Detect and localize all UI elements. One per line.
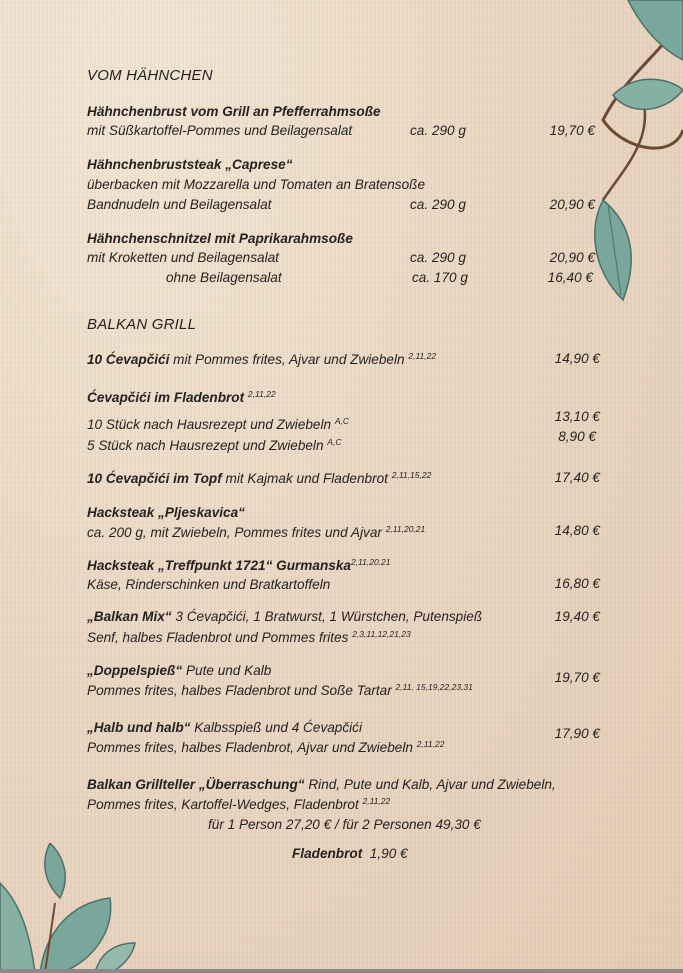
item-prices: für 1 Person 27,20 € / für 2 Personen 49,30 €	[208, 817, 481, 832]
item-price: 19,40 €	[554, 609, 600, 624]
item-name: Hacksteak „Treffpunkt 1721“ Gurmanska	[87, 558, 351, 573]
item-weight: ca. 290 g	[410, 123, 466, 138]
item-description: mit Süßkartoffel-Pommes und Beilagensalat	[87, 123, 353, 138]
item-name: Balkan Grillteller „Überraschung“	[87, 777, 305, 792]
item-name: „Halb und halb“	[87, 720, 191, 735]
item-description: ca. 200 g, mit Zwiebeln, Pommes frites und Ajvar	[87, 525, 386, 540]
item-weight: ca. 170 g	[412, 270, 468, 285]
item-description: 3 Ćevapčići, 1 Bratwurst, 1 Würstchen, Putenspieß	[171, 609, 483, 624]
leaf-bush-icon	[0, 843, 140, 973]
item-weight: ca. 290 g	[410, 250, 466, 265]
item-name: 10 Ćevapčići im Topf	[87, 471, 222, 486]
allergen-codes: A,C	[327, 437, 342, 447]
item-description: mit Pommes frites, Ajvar und Zwiebeln	[169, 352, 409, 367]
leaf-branch-icon	[583, 0, 683, 310]
item-description: Senf, halbes Fladenbrot und Pommes frites	[87, 630, 353, 645]
item-option: 5 Stück nach Hausrezept und Zwiebeln	[87, 438, 328, 453]
section-title-chicken: VOM HÄHNCHEN	[87, 67, 213, 84]
item-price: 16,40 €	[547, 270, 593, 285]
item-price: 16,80 €	[554, 576, 600, 591]
allergen-codes: 2,11,15,22	[391, 470, 432, 480]
item-description: Pommes frites, halbes Fladenbrot, Ajvar und Zwiebeln	[87, 740, 417, 755]
item-description: Bandnudeln und Beilagensalat	[87, 197, 272, 212]
allergen-codes: 2,11,22	[247, 389, 276, 399]
item-price: 14,90 €	[554, 351, 600, 366]
allergen-codes: 2,11,20,21	[385, 524, 426, 534]
item-name: Hähnchenschnitzel mit Paprikarahmsoße	[87, 231, 353, 246]
item-description: Kalbsspieß und 4 Ćevapčići	[190, 720, 362, 735]
item-price: 20,90 €	[549, 250, 595, 265]
allergen-codes: 2,11, 15,19,22,23,31	[395, 682, 473, 692]
item-price: 17,90 €	[554, 726, 600, 741]
allergen-codes: 2,3,11,12,21,23	[352, 629, 411, 639]
menu-item-cevapcici	[87, 351, 436, 367]
item-name: Hacksteak „Pljeskavica“	[87, 505, 245, 520]
item-name: „Balkan Mix“	[87, 609, 172, 624]
item-name: Ćevapčići im Fladenbrot	[87, 390, 245, 405]
menu-item-bread	[292, 846, 408, 861]
item-name: Hähnchenbruststeak „Caprese“	[87, 157, 293, 172]
allergen-codes: A,C	[334, 416, 350, 426]
allergen-codes: 2,11,20.21	[350, 557, 391, 567]
allergen-codes: 2,11,22	[408, 351, 437, 361]
item-description: Rind, Pute und Kalb, Ajvar und Zwiebeln,	[304, 777, 556, 792]
item-price: 20,90 €	[549, 197, 595, 212]
item-name: Fladenbrot	[292, 846, 363, 861]
item-price: 14,80 €	[554, 523, 600, 538]
page-bottom-edge	[0, 969, 683, 973]
item-price: 1,90 €	[369, 846, 408, 861]
menu-item-fladenbrot	[87, 389, 276, 405]
item-description: mit Kroketten und Beilagensalat	[87, 250, 279, 265]
item-description: Käse, Rinderschinken und Bratkartoffeln	[87, 577, 331, 592]
menu-item-topf	[87, 470, 431, 486]
allergen-codes: 2,11,22	[416, 739, 445, 749]
item-option: 10 Stück nach Hausrezept und Zwiebeln	[87, 417, 335, 432]
item-weight: ca. 290 g	[410, 197, 466, 212]
item-price: 13,10 €	[554, 409, 600, 424]
item-name: Hähnchenbrust vom Grill an Pfefferrahmsoße	[87, 104, 381, 119]
section-title-balkan: BALKAN GRILL	[87, 316, 197, 333]
item-price: 8,90 €	[558, 429, 596, 444]
item-description: mit Kajmak und Fladenbrot	[221, 471, 392, 486]
allergen-codes: 2,11,22	[362, 796, 391, 806]
item-price: 17,40 €	[554, 470, 600, 485]
item-description: Pommes frites, halbes Fladenbrot und Soße Tartar	[87, 683, 396, 698]
item-name: 10 Ćevapčići	[87, 352, 170, 367]
item-price: 19,70 €	[549, 123, 595, 138]
item-description: Pute und Kalb	[182, 663, 272, 678]
item-price: 19,70 €	[554, 670, 600, 685]
item-description: überbacken mit Mozzarella und Tomaten an Bratensoße	[87, 177, 426, 192]
item-description: Pommes frites, Kartoffel-Wedges, Fladenbrot	[87, 797, 363, 812]
item-variant: ohne Beilagensalat	[166, 270, 282, 285]
item-name: „Doppelspieß“	[87, 663, 183, 678]
